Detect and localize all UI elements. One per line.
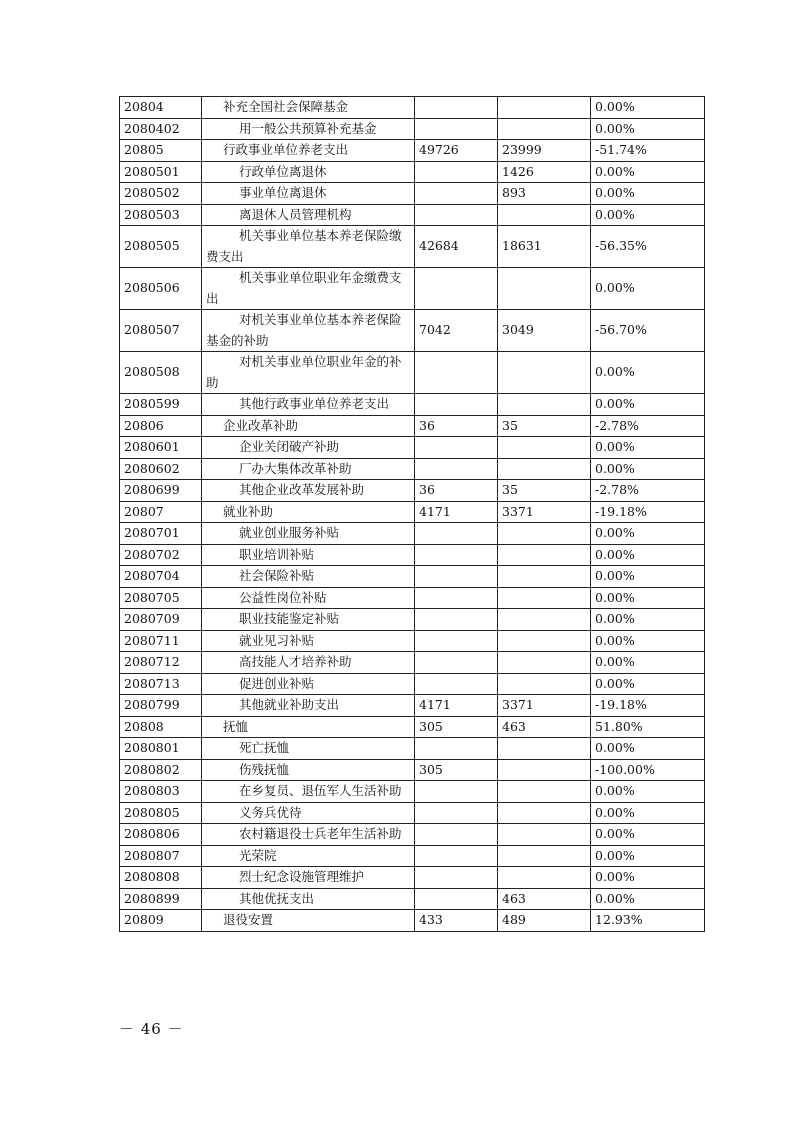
prior-amount — [415, 161, 498, 183]
item-name: 其他行政事业单位养老支出 — [202, 394, 415, 416]
change-percent: 0.00% — [591, 652, 705, 674]
account-code: 20807 — [120, 501, 202, 523]
prior-amount — [415, 97, 498, 119]
account-code: 20809 — [120, 910, 202, 932]
account-code: 2080805 — [120, 802, 202, 824]
current-amount — [498, 652, 591, 674]
change-percent: 0.00% — [591, 458, 705, 480]
change-percent: 0.00% — [591, 587, 705, 609]
prior-amount — [415, 544, 498, 566]
current-amount: 463 — [498, 716, 591, 738]
table-row — [120, 458, 705, 480]
account-code: 2080711 — [120, 630, 202, 652]
current-amount — [498, 204, 591, 226]
item-name: 其他优抚支出 — [202, 888, 415, 910]
account-code: 2080806 — [120, 824, 202, 846]
current-amount: 3049 — [498, 310, 591, 352]
item-name: 就业补助 — [202, 501, 415, 523]
table-body — [120, 97, 705, 932]
table-row — [120, 910, 705, 932]
change-percent: 12.93% — [591, 910, 705, 932]
table-row — [120, 523, 705, 545]
current-amount: 489 — [498, 910, 591, 932]
prior-amount — [415, 802, 498, 824]
table-row — [120, 352, 705, 394]
change-percent: 0.00% — [591, 566, 705, 588]
change-percent: -56.35% — [591, 226, 705, 268]
account-code: 2080802 — [120, 759, 202, 781]
prior-amount — [415, 888, 498, 910]
item-name: 其他就业补助支出 — [202, 695, 415, 717]
account-code: 2080402 — [120, 118, 202, 140]
change-percent: 0.00% — [591, 867, 705, 889]
current-amount — [498, 824, 591, 846]
prior-amount — [415, 587, 498, 609]
account-code: 20808 — [120, 716, 202, 738]
item-name: 对机关事业单位基本养老保险基金的补助 — [202, 310, 415, 352]
change-percent: 0.00% — [591, 544, 705, 566]
change-percent: 51.80% — [591, 716, 705, 738]
current-amount — [498, 867, 591, 889]
account-code: 20804 — [120, 97, 202, 119]
account-code: 2080508 — [120, 352, 202, 394]
item-name: 行政单位离退休 — [202, 161, 415, 183]
table-row — [120, 824, 705, 846]
table-row — [120, 716, 705, 738]
current-amount — [498, 544, 591, 566]
current-amount — [498, 118, 591, 140]
prior-amount: 36 — [415, 480, 498, 502]
change-percent: 0.00% — [591, 824, 705, 846]
change-percent: 0.00% — [591, 609, 705, 631]
item-name: 行政事业单位养老支出 — [202, 140, 415, 162]
prior-amount — [415, 738, 498, 760]
account-code: 2080506 — [120, 268, 202, 310]
change-percent: 0.00% — [591, 673, 705, 695]
table-row — [120, 759, 705, 781]
table-row — [120, 480, 705, 502]
account-code: 2080701 — [120, 523, 202, 545]
change-percent: -100.00% — [591, 759, 705, 781]
item-name: 职业培训补贴 — [202, 544, 415, 566]
item-name: 离退休人员管理机构 — [202, 204, 415, 226]
item-name: 就业见习补贴 — [202, 630, 415, 652]
item-name: 企业改革补助 — [202, 415, 415, 437]
item-name: 义务兵优待 — [202, 802, 415, 824]
prior-amount: 4171 — [415, 501, 498, 523]
change-percent: 0.00% — [591, 183, 705, 205]
current-amount — [498, 394, 591, 416]
current-amount: 1426 — [498, 161, 591, 183]
current-amount: 18631 — [498, 226, 591, 268]
item-name: 社会保险补贴 — [202, 566, 415, 588]
item-name: 机关事业单位基本养老保险缴费支出 — [202, 226, 415, 268]
change-percent: -19.18% — [591, 501, 705, 523]
item-name: 机关事业单位职业年金缴费支出 — [202, 268, 415, 310]
current-amount — [498, 458, 591, 480]
change-percent: -2.78% — [591, 415, 705, 437]
prior-amount: 305 — [415, 759, 498, 781]
change-percent: 0.00% — [591, 802, 705, 824]
table-row — [120, 204, 705, 226]
current-amount — [498, 802, 591, 824]
current-amount — [498, 352, 591, 394]
change-percent: 0.00% — [591, 268, 705, 310]
item-name: 烈士纪念设施管理维护 — [202, 867, 415, 889]
item-name: 对机关事业单位职业年金的补助 — [202, 352, 415, 394]
current-amount: 3371 — [498, 501, 591, 523]
current-amount — [498, 523, 591, 545]
table-row — [120, 609, 705, 631]
change-percent: 0.00% — [591, 738, 705, 760]
item-name: 抚恤 — [202, 716, 415, 738]
change-percent: 0.00% — [591, 394, 705, 416]
current-amount — [498, 437, 591, 459]
change-percent: 0.00% — [591, 97, 705, 119]
account-code: 2080699 — [120, 480, 202, 502]
item-name: 厂办大集体改革补助 — [202, 458, 415, 480]
change-percent: -51.74% — [591, 140, 705, 162]
current-amount: 35 — [498, 415, 591, 437]
current-amount — [498, 738, 591, 760]
change-percent: 0.00% — [591, 204, 705, 226]
current-amount — [498, 759, 591, 781]
table-row — [120, 501, 705, 523]
prior-amount — [415, 118, 498, 140]
account-code: 2080808 — [120, 867, 202, 889]
account-code: 2080899 — [120, 888, 202, 910]
table-row — [120, 140, 705, 162]
table-row — [120, 566, 705, 588]
account-code: 2080799 — [120, 695, 202, 717]
current-amount — [498, 630, 591, 652]
account-code: 2080601 — [120, 437, 202, 459]
prior-amount — [415, 566, 498, 588]
account-code: 2080801 — [120, 738, 202, 760]
budget-table — [119, 96, 705, 932]
change-percent: 0.00% — [591, 630, 705, 652]
table-row — [120, 867, 705, 889]
prior-amount — [415, 352, 498, 394]
table-row — [120, 845, 705, 867]
current-amount: 23999 — [498, 140, 591, 162]
table-row — [120, 802, 705, 824]
prior-amount: 36 — [415, 415, 498, 437]
item-name: 农村籍退役士兵老年生活补助 — [202, 824, 415, 846]
current-amount: 3371 — [498, 695, 591, 717]
prior-amount — [415, 781, 498, 803]
current-amount: 35 — [498, 480, 591, 502]
table-row — [120, 394, 705, 416]
current-amount — [498, 781, 591, 803]
change-percent: -2.78% — [591, 480, 705, 502]
table-row — [120, 695, 705, 717]
current-amount — [498, 268, 591, 310]
table-row — [120, 587, 705, 609]
change-percent: 0.00% — [591, 161, 705, 183]
table-row — [120, 268, 705, 310]
account-code: 2080713 — [120, 673, 202, 695]
item-name: 企业关闭破产补助 — [202, 437, 415, 459]
change-percent: 0.00% — [591, 845, 705, 867]
item-name: 事业单位离退休 — [202, 183, 415, 205]
account-code: 2080702 — [120, 544, 202, 566]
prior-amount — [415, 824, 498, 846]
item-name: 公益性岗位补贴 — [202, 587, 415, 609]
change-percent: -19.18% — [591, 695, 705, 717]
table-row — [120, 437, 705, 459]
account-code: 2080501 — [120, 161, 202, 183]
table-row — [120, 630, 705, 652]
current-amount — [498, 845, 591, 867]
table-row — [120, 652, 705, 674]
item-name: 在乡复员、退伍军人生活补助 — [202, 781, 415, 803]
item-name: 光荣院 — [202, 845, 415, 867]
item-name: 职业技能鉴定补贴 — [202, 609, 415, 631]
account-code: 2080599 — [120, 394, 202, 416]
table-row — [120, 183, 705, 205]
current-amount — [498, 587, 591, 609]
table-row — [120, 738, 705, 760]
item-name: 补充全国社会保障基金 — [202, 97, 415, 119]
current-amount — [498, 566, 591, 588]
prior-amount: 42684 — [415, 226, 498, 268]
change-percent: 0.00% — [591, 118, 705, 140]
prior-amount: 7042 — [415, 310, 498, 352]
item-name: 死亡抚恤 — [202, 738, 415, 760]
current-amount: 463 — [498, 888, 591, 910]
account-code: 2080502 — [120, 183, 202, 205]
prior-amount: 305 — [415, 716, 498, 738]
table-row — [120, 161, 705, 183]
table-row — [120, 673, 705, 695]
prior-amount — [415, 394, 498, 416]
prior-amount — [415, 867, 498, 889]
table-row — [120, 226, 705, 268]
account-code: 2080503 — [120, 204, 202, 226]
account-code: 2080505 — [120, 226, 202, 268]
change-percent: 0.00% — [591, 352, 705, 394]
account-code: 2080602 — [120, 458, 202, 480]
table-row — [120, 97, 705, 119]
table-row — [120, 544, 705, 566]
item-name: 促进创业补贴 — [202, 673, 415, 695]
prior-amount — [415, 630, 498, 652]
current-amount — [498, 609, 591, 631]
account-code: 20806 — [120, 415, 202, 437]
account-code: 2080705 — [120, 587, 202, 609]
account-code: 2080712 — [120, 652, 202, 674]
item-name: 就业创业服务补贴 — [202, 523, 415, 545]
item-name: 用一般公共预算补充基金 — [202, 118, 415, 140]
prior-amount — [415, 673, 498, 695]
current-amount: 893 — [498, 183, 591, 205]
account-code: 2080807 — [120, 845, 202, 867]
table-row — [120, 118, 705, 140]
page-number: － 46 － — [119, 1020, 184, 1038]
change-percent: 0.00% — [591, 523, 705, 545]
change-percent: 0.00% — [591, 437, 705, 459]
table-row — [120, 415, 705, 437]
account-code: 2080507 — [120, 310, 202, 352]
prior-amount: 49726 — [415, 140, 498, 162]
prior-amount: 433 — [415, 910, 498, 932]
prior-amount — [415, 845, 498, 867]
prior-amount — [415, 523, 498, 545]
prior-amount: 4171 — [415, 695, 498, 717]
account-code: 2080704 — [120, 566, 202, 588]
item-name: 退役安置 — [202, 910, 415, 932]
change-percent: 0.00% — [591, 781, 705, 803]
table-row — [120, 310, 705, 352]
account-code: 20805 — [120, 140, 202, 162]
prior-amount — [415, 609, 498, 631]
prior-amount — [415, 183, 498, 205]
table-row — [120, 781, 705, 803]
current-amount — [498, 673, 591, 695]
account-code: 2080803 — [120, 781, 202, 803]
table-row — [120, 888, 705, 910]
prior-amount — [415, 268, 498, 310]
change-percent: 0.00% — [591, 888, 705, 910]
account-code: 2080709 — [120, 609, 202, 631]
prior-amount — [415, 458, 498, 480]
change-percent: -56.70% — [591, 310, 705, 352]
current-amount — [498, 97, 591, 119]
prior-amount — [415, 652, 498, 674]
item-name: 高技能人才培养补助 — [202, 652, 415, 674]
prior-amount — [415, 437, 498, 459]
item-name: 其他企业改革发展补助 — [202, 480, 415, 502]
item-name: 伤残抚恤 — [202, 759, 415, 781]
prior-amount — [415, 204, 498, 226]
